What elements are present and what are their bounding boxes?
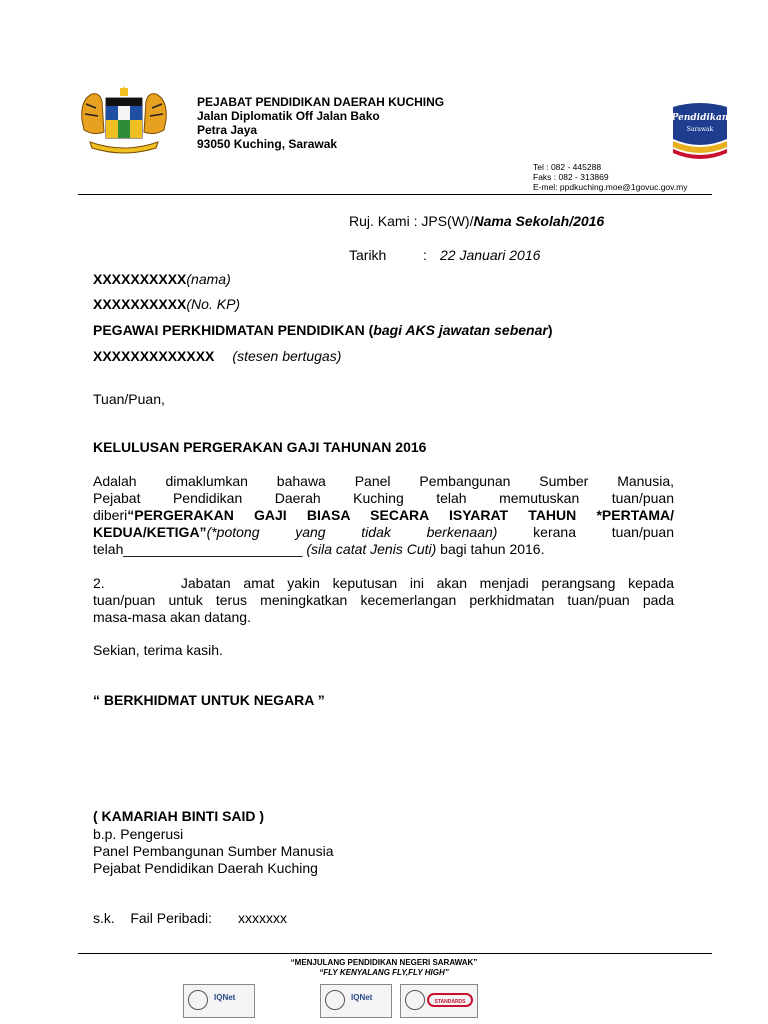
p1-line3-bold: “PERGERAKAN GAJI BIASA SECARA ISYARAT TAHUN *PERTAMA/ xyxy=(127,507,674,523)
cc-label: s.k. Fail Peribadi: xyxy=(93,910,213,926)
paragraph-2-line-2: tuan/puan untuk terus meningkatkan kecemerlangan perkhidmatan tuan/puan pada xyxy=(93,592,674,608)
signatory-line-1: b.p. Pengerusi xyxy=(93,826,184,842)
paragraph-2-line-3: masa-masa akan datang. xyxy=(93,609,251,625)
p1-line5-suffix: bagi tahun 2016. xyxy=(436,541,545,557)
station-hint: (stesen bertugas) xyxy=(232,348,342,364)
paragraph-1-line-2: Pejabat Pendidikan Daerah Kuching telah memutuskan tuan/puan xyxy=(93,490,674,506)
paragraph-1-line-3 xyxy=(93,507,674,524)
p1-line5-prefix: telah_______________________ xyxy=(93,541,307,557)
coat-of-arms-logo xyxy=(76,86,172,156)
address-line-1: Jalan Diplomatik Off Jalan Bako xyxy=(197,109,380,123)
title-italic: bagi AKS jawatan sebenar xyxy=(373,322,548,338)
closing-line: Sekian, terima kasih. xyxy=(93,642,223,658)
title-end: ) xyxy=(547,322,553,338)
pendidikan-sarawak-logo xyxy=(671,101,729,163)
footer-slogan-2: “FLY KENYALANG FLY,FLY HIGH” xyxy=(319,968,449,977)
footer-divider xyxy=(78,953,712,954)
p1-line5-italic: (sila catat Jenis Cuti) xyxy=(306,541,437,557)
date-separator: : xyxy=(423,247,427,263)
sirim-icon xyxy=(325,990,345,1010)
paragraph-1-line-5 xyxy=(93,541,545,558)
station-placeholder: XXXXXXXXXXXXX xyxy=(93,348,215,364)
recipient-kp xyxy=(93,296,240,313)
fax-number: Faks : 082 - 313869 xyxy=(533,172,609,182)
paragraph-1-line-1: Adalah dimaklumkan bahawa Panel Pembangunan Sumber Manusia, xyxy=(93,473,674,489)
p1-line3-prefix: diberi xyxy=(93,507,128,523)
kp-hint: (No. KP) xyxy=(186,296,241,312)
title-main: PEGAWAI PERKHIDMATAN PENDIDIKAN ( xyxy=(93,322,374,338)
p1-line4-italic: (*potong yang tidak berkenaan) xyxy=(206,524,498,540)
sirim-icon xyxy=(188,990,208,1010)
recipient-name xyxy=(93,271,231,288)
kp-placeholder: XXXXXXXXXX xyxy=(93,296,187,312)
logo-text-pendidikan: Pendidikan xyxy=(671,113,729,123)
paragraph-1-line-4 xyxy=(93,524,674,541)
paragraph-2-line-1: 2. Jabatan amat yakin keputusan ini akan menjadi perangsang kepada xyxy=(93,575,674,591)
name-hint: (nama) xyxy=(186,271,231,287)
certification-logo-3 xyxy=(400,984,478,1018)
salutation: Tuan/Puan, xyxy=(93,391,165,407)
office-name: PEJABAT PENDIDIKAN DAERAH KUCHING xyxy=(197,95,445,109)
iqnet-label: IQNet xyxy=(351,993,373,1002)
date-label: Tarikh xyxy=(349,247,387,263)
tel-number: Tel : 082 - 445288 xyxy=(533,162,602,172)
signatory-line-3: Pejabat Pendidikan Daerah Kuching xyxy=(93,860,318,876)
cc-value: xxxxxxx xyxy=(238,910,287,926)
p1-line4-suffix: kerana tuan/puan xyxy=(497,524,675,540)
name-placeholder: XXXXXXXXXX xyxy=(93,271,187,287)
header-divider xyxy=(78,194,712,195)
subject-line: KELULUSAN PERGERAKAN GAJI TAHUNAN 2016 xyxy=(93,439,427,455)
address-line-2: Petra Jaya xyxy=(197,123,258,137)
ref-label: Ruj. Kami : JPS(W)/ xyxy=(349,213,474,229)
date-value: 22 Januari 2016 xyxy=(440,247,541,263)
motto: “ BERKHIDMAT UNTUK NEGARA ” xyxy=(93,692,325,708)
sirim-icon xyxy=(405,990,425,1010)
p1-line4-bold: KEDUA/KETIGA” xyxy=(93,524,207,540)
iqnet-label: IQNet xyxy=(214,993,236,1002)
address-line-3: 93050 Kuching, Sarawak xyxy=(197,137,338,151)
signatory-name: ( KAMARIAH BINTI SAID ) xyxy=(93,808,265,824)
ref-value: Nama Sekolah/2016 xyxy=(473,213,605,229)
certification-logo-1 xyxy=(183,984,255,1018)
reference-line xyxy=(349,213,604,230)
signatory-line-2: Panel Pembangunan Sumber Manusia xyxy=(93,843,334,859)
standards-label: STANDARDS xyxy=(427,993,473,1007)
email-address: E-mel: ppdkuching.moe@1govuc.gov.my xyxy=(533,182,688,192)
recipient-station xyxy=(93,348,341,365)
certification-logo-2 xyxy=(320,984,392,1018)
recipient-title xyxy=(93,322,553,339)
footer-slogan-1: “MENJULANG PENDIDIKAN NEGERI SARAWAK” xyxy=(290,958,478,967)
logo-text-sarawak: Sarawak xyxy=(686,126,714,133)
